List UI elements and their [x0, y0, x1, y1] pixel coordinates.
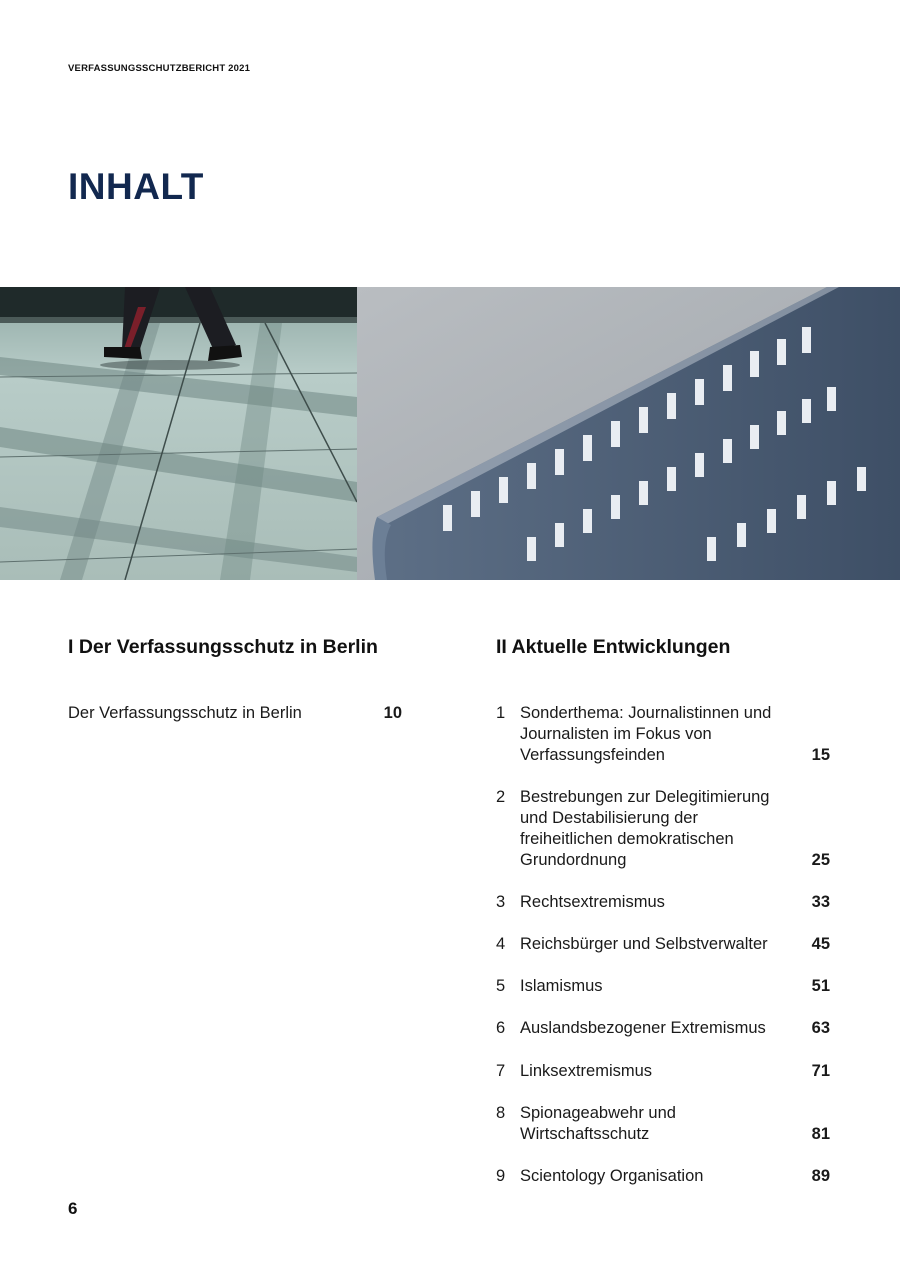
- toc-entry[interactable]: [496, 787, 830, 871]
- toc-entry-number: 5: [496, 977, 506, 995]
- toc-entry[interactable]: [68, 703, 402, 724]
- section-heading-two: II Aktuelle Entwicklungen: [496, 636, 731, 658]
- toc-entry-page: 45: [811, 935, 830, 953]
- page-title: INHALT: [68, 166, 204, 207]
- toc-entry[interactable]: [496, 976, 830, 997]
- toc-entry-page: 25: [811, 851, 830, 869]
- photo-strip: [0, 287, 900, 580]
- photo-pedestrian-on-tiled-floor: [0, 287, 357, 580]
- photo-perforated-metal-bench: [357, 287, 900, 580]
- toc-entry-title: Sonderthema: Journalistinnen und Journalisten im Fokus von Verfassungsfeinden: [520, 704, 772, 764]
- toc-entry-number: 8: [496, 1104, 506, 1122]
- toc-entry-page: 15: [811, 746, 830, 764]
- toc-entry-number: 4: [496, 935, 506, 953]
- toc-entry-page: 10: [383, 704, 402, 722]
- toc-entry-title: Rechtsextremismus: [520, 893, 665, 911]
- toc-entry-title: Bestrebungen zur Delegitimierung und Destabilisierung der freiheitlichen demokratischen Grundordnung: [520, 788, 770, 869]
- toc-entry-number: 9: [496, 1167, 506, 1185]
- toc-entry[interactable]: [496, 1103, 830, 1145]
- toc-entry-number: 7: [496, 1062, 506, 1080]
- toc-entry-page: 71: [811, 1062, 830, 1080]
- toc-entry-number: 6: [496, 1019, 506, 1037]
- toc-entry-title: Der Verfassungsschutz in Berlin: [68, 704, 302, 722]
- toc-entry-page: 81: [811, 1125, 830, 1143]
- section-heading-one: I Der Verfassungsschutz in Berlin: [68, 636, 378, 658]
- page-number: 6: [68, 1199, 78, 1218]
- toc-entry-number: 1: [496, 704, 506, 722]
- toc-entry[interactable]: [496, 934, 830, 955]
- toc-entry[interactable]: [496, 703, 830, 766]
- running-head: VERFASSUNGSSCHUTZBERICHT 2021: [68, 63, 251, 74]
- toc-entry-title: Scientology Organisation: [520, 1167, 704, 1185]
- toc-entry-number: 3: [496, 893, 506, 911]
- toc-entry-page: 51: [811, 977, 830, 995]
- toc-entry-title: Spionageabwehr und Wirtschaftsschutz: [520, 1104, 676, 1143]
- toc-entry[interactable]: [496, 1061, 830, 1082]
- toc-entry-title: Auslandsbezogener Extremismus: [520, 1019, 766, 1037]
- toc-entry[interactable]: [496, 1018, 830, 1039]
- toc-entry-title: Reichsbürger und Selbstverwalter: [520, 935, 768, 953]
- toc-entry[interactable]: [496, 1166, 830, 1187]
- toc-entry-title: Islamismus: [520, 977, 603, 995]
- toc-entry-page: 63: [811, 1019, 830, 1037]
- toc-entry-page: 89: [811, 1167, 830, 1185]
- toc-entry[interactable]: [496, 892, 830, 913]
- toc-entry-page: 33: [811, 893, 830, 911]
- toc-entry-title: Linksextremismus: [520, 1062, 653, 1080]
- toc-entry-number: 2: [496, 788, 506, 806]
